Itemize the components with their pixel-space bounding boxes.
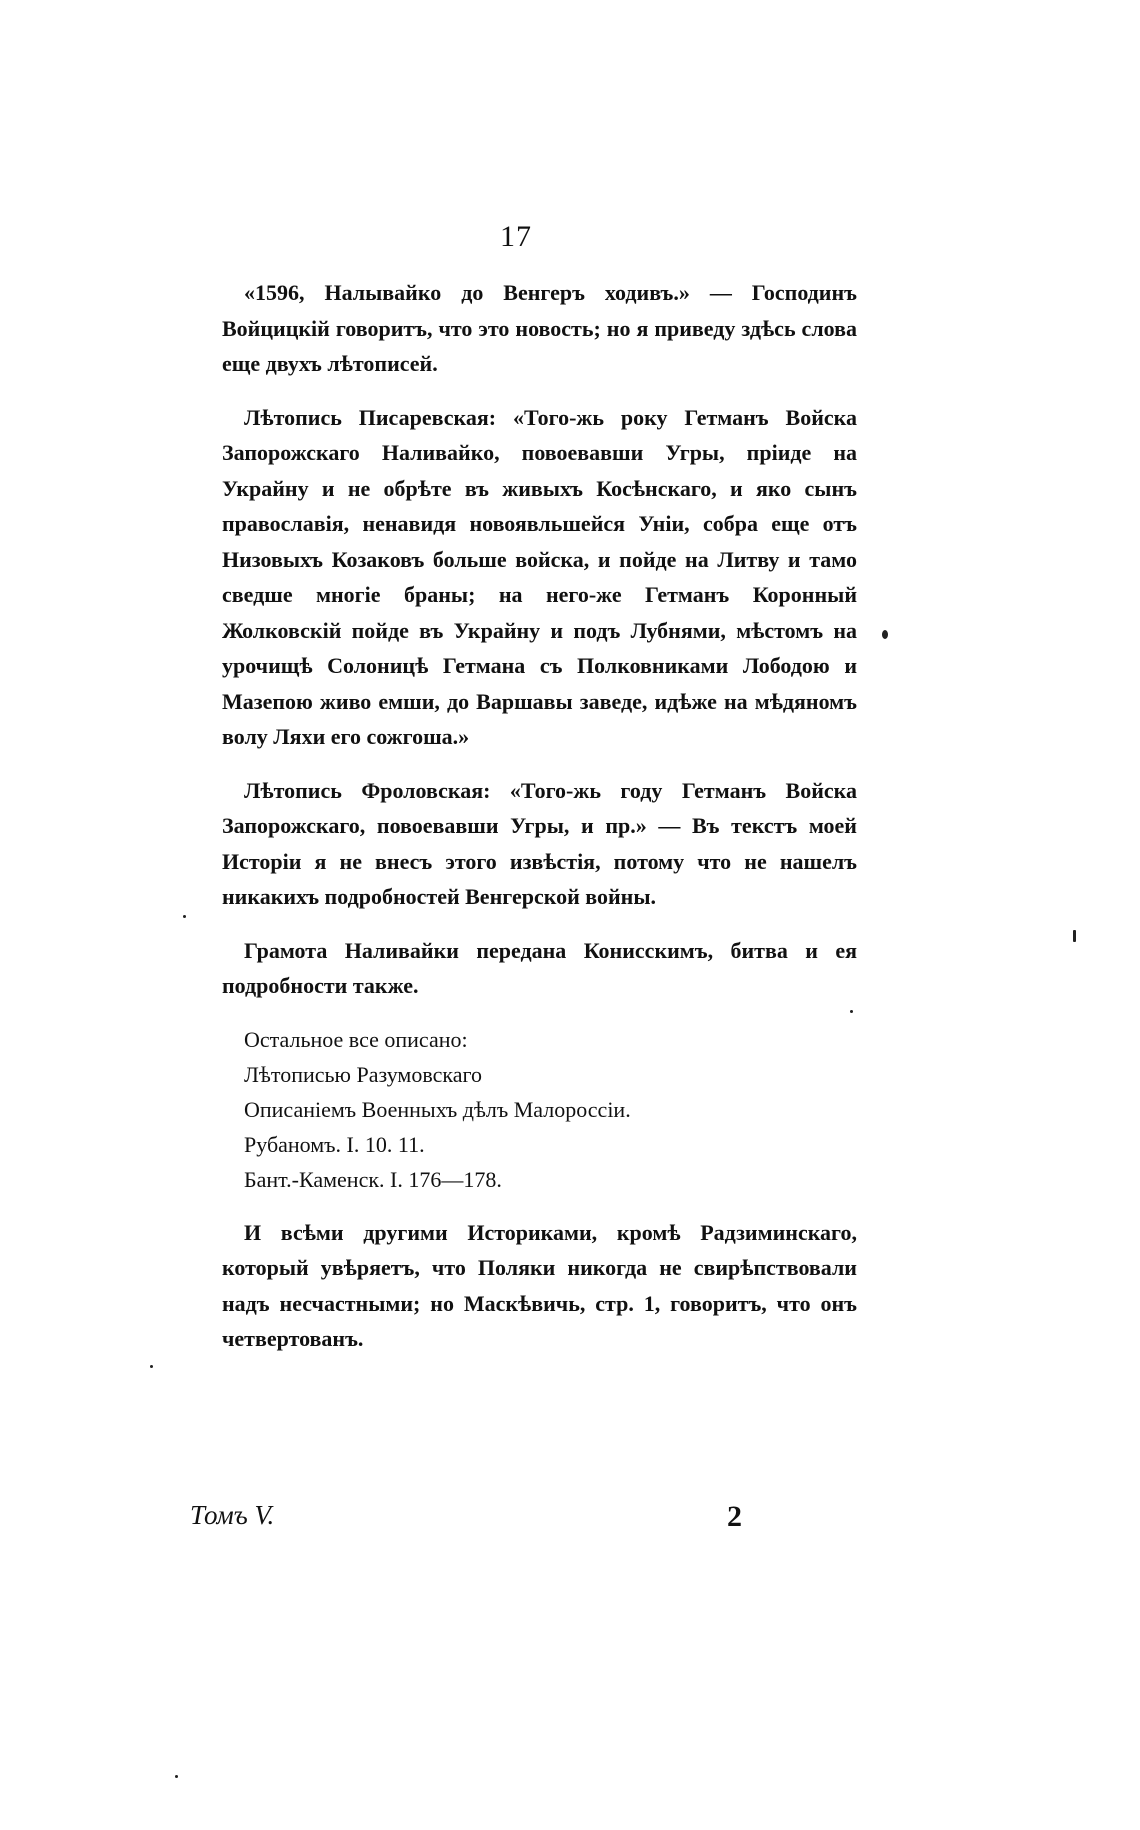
paragraph-4: Грамота Наливайки передана Конисскимъ, битва и ея подробности также. <box>222 937 857 998</box>
scan-speck <box>150 1365 153 1368</box>
scan-speck <box>175 1775 178 1778</box>
scan-speck <box>1073 930 1076 942</box>
signature-mark: 2 <box>727 1500 742 1533</box>
scan-speck <box>183 915 186 918</box>
list-item: Бант.-Каменск. I. 176—178. <box>244 1166 502 1192</box>
main-text <box>222 275 857 1375</box>
volume-label: Томъ V. <box>190 1500 275 1530</box>
list-item: Лѣтописью Разумовскаго <box>244 1061 482 1087</box>
scan-speck <box>850 1010 853 1013</box>
list-item: Рубаномъ. I. 10. 11. <box>244 1131 425 1157</box>
page-number: 17 <box>500 220 532 253</box>
scan-speck <box>882 630 888 639</box>
list-item: Описаніемъ Военныхъ дѣлъ Малороссіи. <box>244 1096 631 1122</box>
paragraph-3: Лѣтопись Фроловская: «Того-жь году Гетманъ Войска Запорожскаго, повоевавши Угры, и пр.» — Въ текстъ моей Исторіи я не внесъ этого извѣстія, потому что не нашелъ никакихъ подробностей Венгерской войны. <box>222 777 857 909</box>
paragraph-1: «1596, Налывайко до Венгеръ ходивъ.» — Господинъ Войцицкій говоритъ, что это новость; но я приведу здѣсь слова еще двухъ лѣтописей. <box>222 280 857 376</box>
closing-paragraph: И всѣми другими Историками, кромѣ Радзиминскаго, который увѣряетъ, что Поляки никогда не свирѣпствовали надъ несчастными; но Маскѣвичь, стр. 1, говоритъ, что онъ четвертованъ. <box>222 1219 857 1351</box>
sources-list <box>222 1022 857 1197</box>
list-item: Остальное все описано: <box>244 1026 468 1052</box>
paragraph-2: Лѣтопись Писаревская: «Того-жь року Гетманъ Войска Запорожскаго Наливайко, повоевавши Угры, пріиде на Украйну и не обрѣте въ живыхъ Косѣнскаго, и яко сынъ православія, ненавидя новоявльшейся Уніи, собра еще отъ Низовыхъ Козаковъ больше войска, и пойде на Литву и тамо сведше многіе браны; на него-же Гетманъ Коронный Жолковскій пойде въ Украйну и подъ Лубнями, мѣстомъ на урочищѣ Солоницѣ Гетмана съ Полковниками Лободою и Мазепою живо емши, до Варшавы заведе, идѣже на мѣдяномъ волу Ляхи его сожгоша.» <box>222 404 857 749</box>
